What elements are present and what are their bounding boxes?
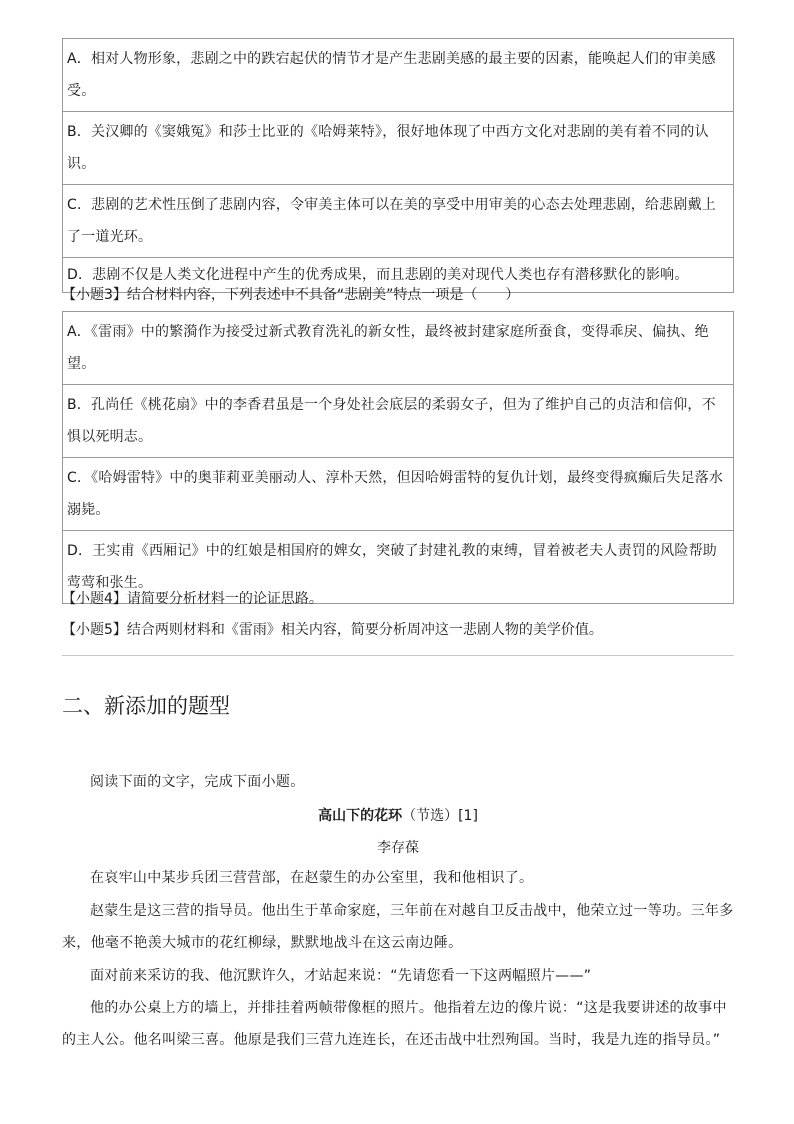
option-c-2: C．《哈姆雷特》中的奥菲莉亚美丽动人、淳朴天然，但因哈姆雷特的复仇计划，最终变得疯癫后失足落水溺毙。 (63, 458, 733, 531)
option-c-1: C．悲剧的艺术性压倒了悲剧内容，令审美主体可以在美的享受中用审美的心态去处理悲剧，给悲剧戴上了一道光环。 (63, 185, 733, 258)
option-a-2: A．《雷雨》中的繁漪作为接受过新式教育洗礼的新女性，最终被封建家庭所蚕食，变得乖戾、偏执、绝望。 (63, 312, 733, 385)
article-paragraph: 面对前来采访的我、他沉默许久，才站起来说：“先请您看一下这两幅照片——” (90, 968, 592, 984)
article-paragraph: 他的办公桌上方的墙上，并排挂着两帧带像框的照片。他指着左边的像片说：“这是我要讲述的故事中的主人公。他名叫梁三喜。他原是我们三营九连连长，在还击战中壮烈殉国。当时，我是九连的指导员。” (62, 1000, 727, 1048)
options-box-2 (62, 311, 734, 604)
option-a-1: A．相对人物形象，悲剧之中的跌宕起伏的情节才是产生悲剧美感的最主要的因素，能唤起人们的审美感受。 (63, 39, 733, 112)
option-b-2: B．孔尚任《桃花扇》中的李香君虽是一个身处社会底层的柔弱女子，但为了维护自己的贞洁和信仰，不惧以死明志。 (63, 385, 733, 458)
article-title: 高山下的花环 (318, 808, 403, 824)
question-4: 【小题4】请简要分析材料一的论证思路。 (62, 591, 323, 607)
section-divider (62, 655, 734, 656)
article-paragraph: 在哀牢山中某步兵团三营营部，在赵蒙生的办公室里，我和他相识了。 (90, 870, 534, 886)
article-author: 李存葆 (377, 840, 419, 856)
option-b-1: B．关汉卿的《窦娥冤》和莎士比亚的《哈姆莱特》，很好地体现了中西方文化对悲剧的美有着不同的认识。 (63, 112, 733, 185)
article-title-suffix: （节选）[1] (402, 808, 478, 824)
options-box-1 (62, 38, 734, 293)
instruction-text: 阅读下面的文字，完成下面小题。 (90, 774, 305, 790)
section-title: 二、新添加的题型 (62, 694, 230, 718)
option-d-1: D．悲剧不仅是人类文化进程中产生的优秀成果，而且悲剧的美对现代人类也存有潜移默化的影响。 (67, 267, 689, 283)
question-5: 【小题5】结合两则材料和《雷雨》相关内容，简要分析周冲这一悲剧人物的美学价值。 (62, 622, 603, 638)
question-3: 【小题3】结合材料内容，下列表述中不具备“悲剧美”特点一项是（ ） (62, 287, 520, 303)
article-paragraph: 赵蒙生是这三营的指导员。他出生于革命家庭，三年前在对越自卫反击战中，他荣立过一等功。三年多来，他毫不艳羡大城市的花红柳绿，默默地战斗在这云南边陲。 (62, 903, 734, 951)
option-d-2: D．王实甫《西厢记》中的红娘是相国府的婢女，突破了封建礼教的束缚，冒着被老夫人责罚的风险帮助莺莺和张生。 (67, 543, 717, 591)
article-title-line (62, 806, 734, 826)
